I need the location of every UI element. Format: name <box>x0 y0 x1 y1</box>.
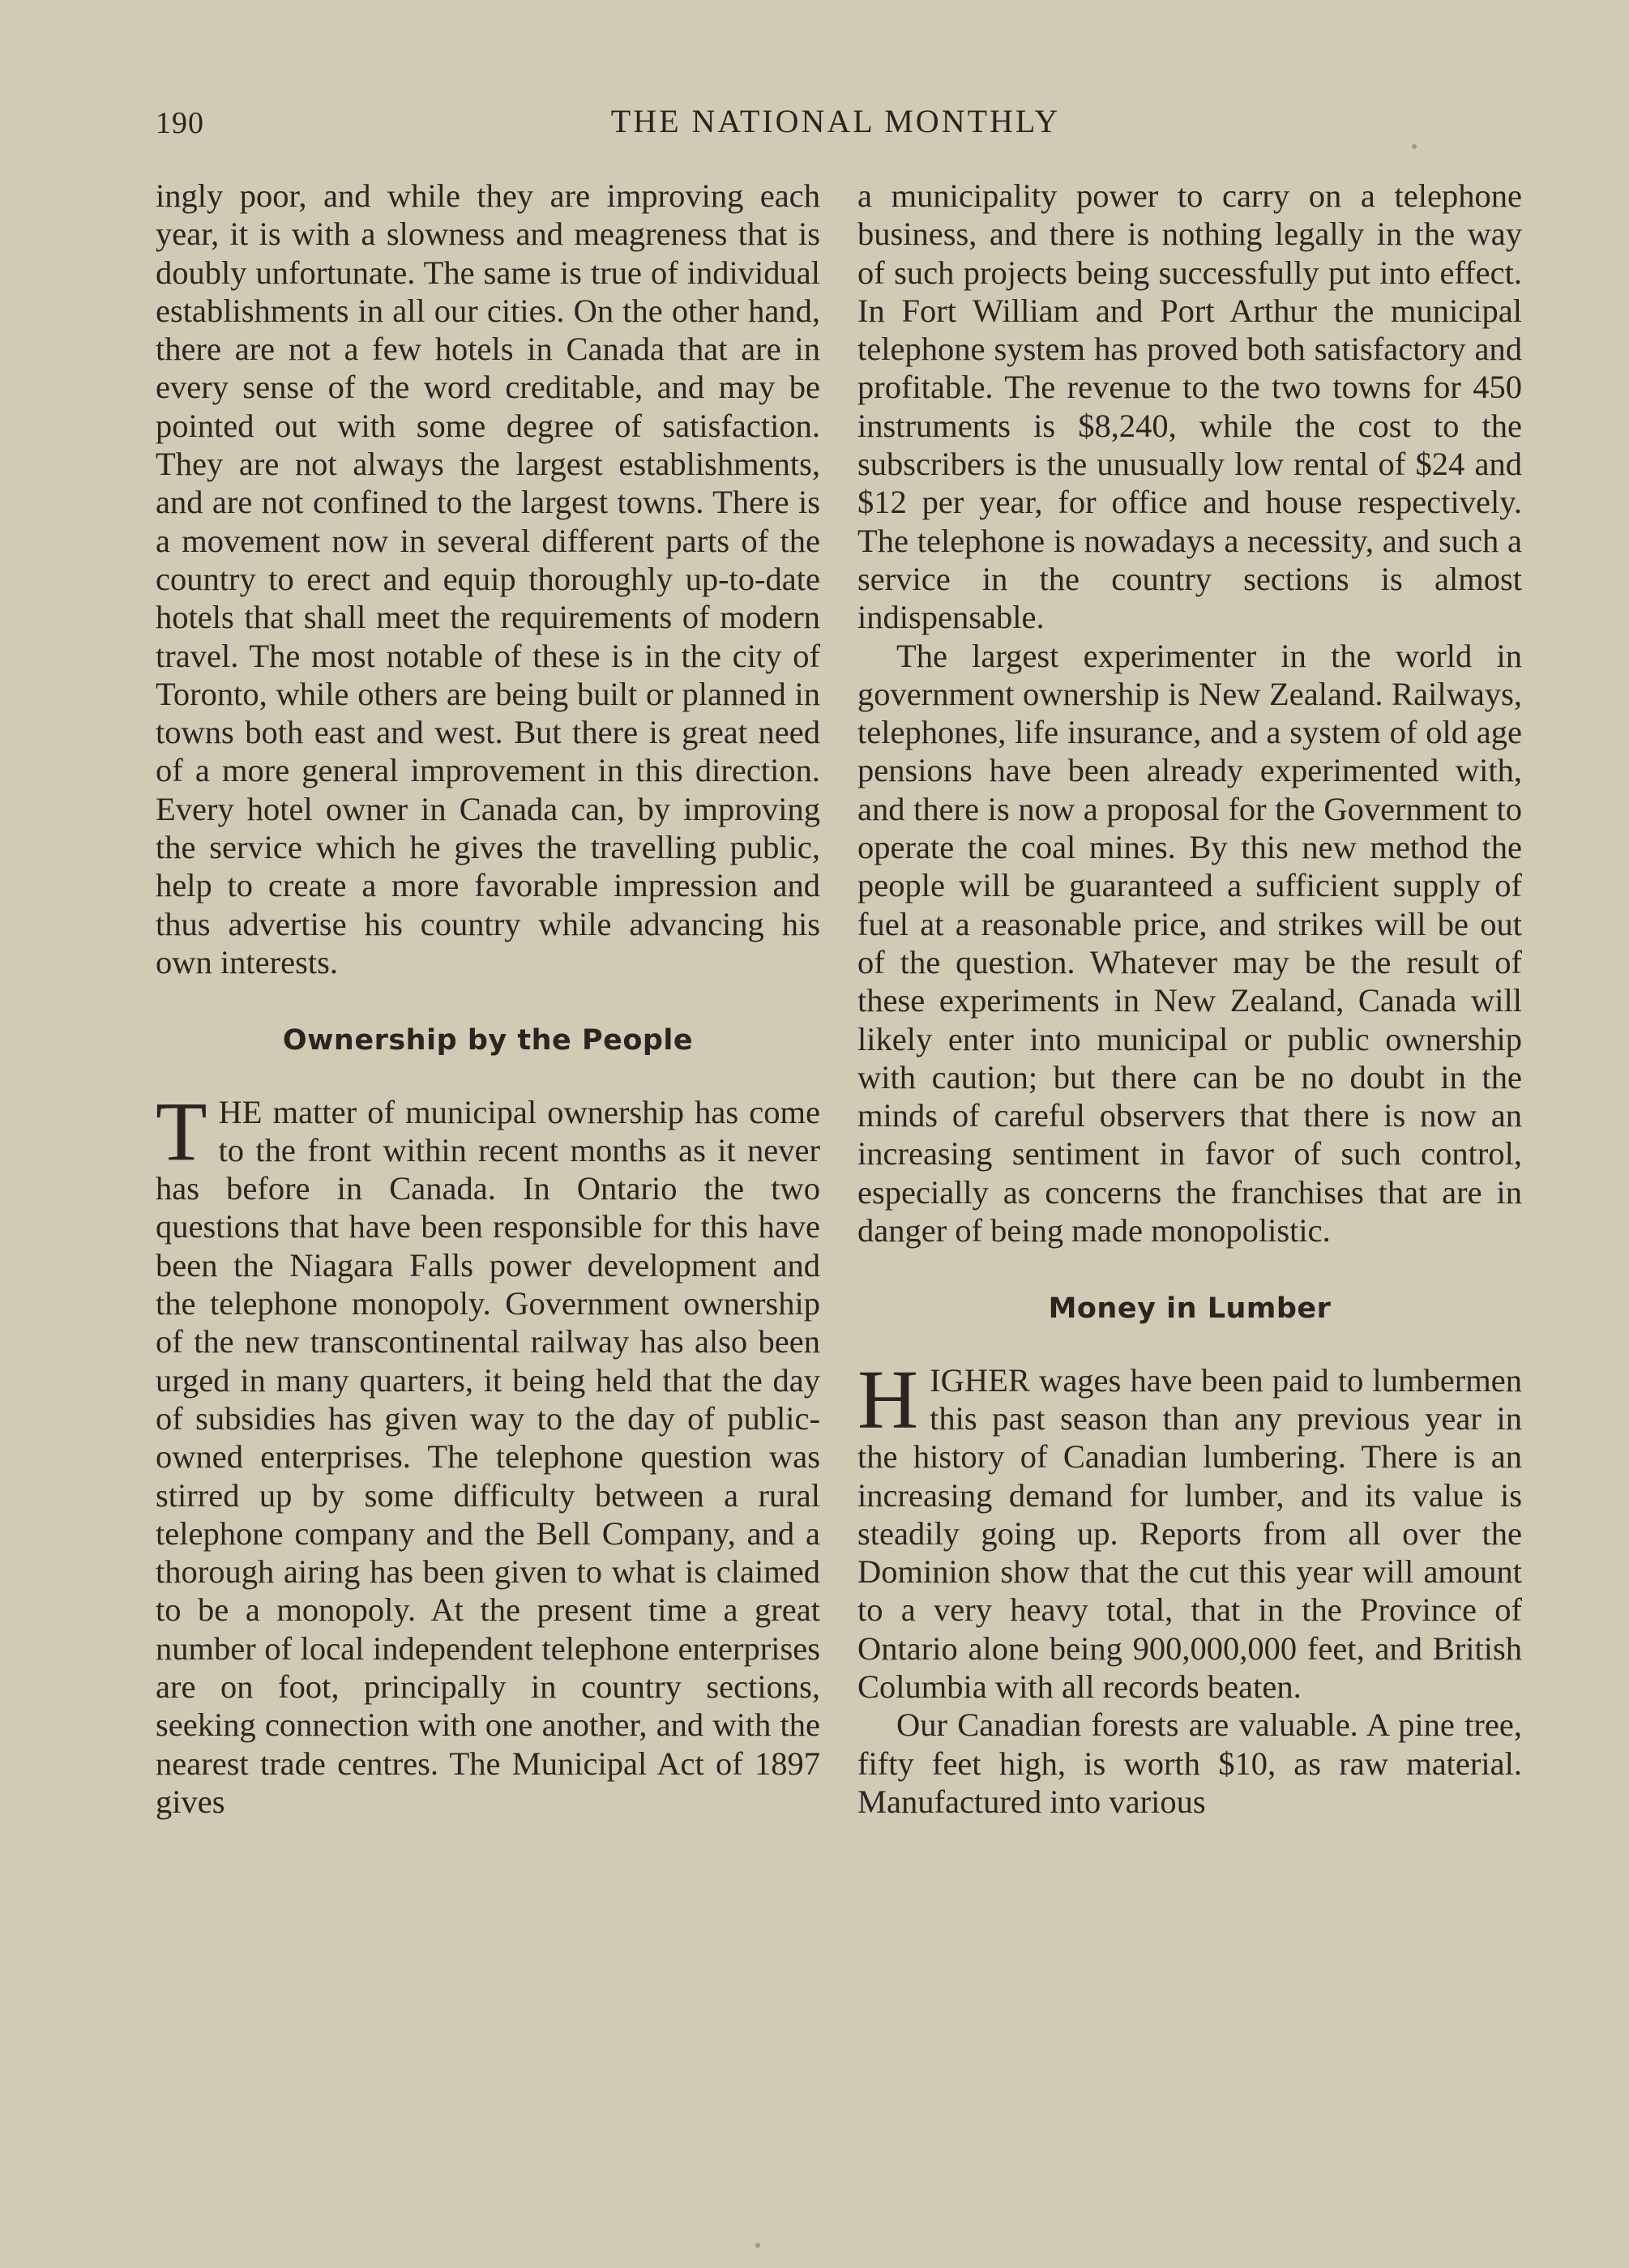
running-title: THE NATIONAL MONTHLY <box>610 103 1061 139</box>
page-number: 190 <box>156 106 204 140</box>
paragraph-forests: Our Canadian forests are valuable. A pine tree, fifty feet high, is worth $10, as raw material. Manufactured into various <box>857 1706 1522 1820</box>
paragraph-municipal-ownership-text: HE matter of municipal ownership has come to the front within recent months as it never has before in Canada. In Ontario the two questions that have been responsible for this have been the Niagara Falls power development and the telephone monopoly. Government ownership of the new transcontinental railway has also been urged in many quarters, it being held that the day of subsidies has given way to the day of public-owned enterprises. The telephone question was stirred up by some difficulty between a rural telephone company and the Bell Company, and a thorough airing has been given to what is claimed to be a monopoly. At the present time a great number of local independent telephone enterprises are on foot, principally in country sections, seeking connection with one another, and with the nearest trade centres. The Municipal Act of 1897 gives <box>156 1093 820 1820</box>
paper-speck <box>755 2243 760 2248</box>
drop-cap-h: H <box>857 1352 919 1446</box>
paragraph-new-zealand: The largest experimenter in the world in government ownership is New Zealand. Railways, telephones, life insurance, and a system of old age pensions have been already experimented with, and there is now a proposal for the Government to operate the coal mines. By this new method the people will be guaranteed a sufficient supply of fuel at a reasonable price, and strikes will be out of the question. Whatever may be the result of these experiments in New Zealand, Canada will likely enter into municipal or public ownership with caution; but there can be no doubt in the minds of careful observers that there is now an increasing sentiment in favor of such control, especially as concerns the franchises that are in danger of being made monopolistic. <box>857 637 1522 1249</box>
drop-cap-t: T <box>156 1084 207 1178</box>
paragraph-lumber-wages <box>857 1352 1522 1706</box>
paper-speck <box>1412 144 1417 149</box>
paragraph-municipal-ownership <box>156 1084 820 1822</box>
paragraph-telephone: a municipality power to carry on a telephone business, and there is nothing legally in the way of such projects being successfully put into effect. In Fort William and Port Arthur the municipal telephone system has proved both satisfactory and profitable. The revenue to the two towns for 450 instruments is $8,240, while the cost to the subscribers is the unusually low rental of $24 and $12 per year, for office and house respectively. The telephone is nowadays a necessity, and such a service in the country sections is almost indispensable. <box>857 177 1522 636</box>
section-heading-lumber: Money in Lumber <box>1048 1292 1332 1326</box>
paragraph-lumber-wages-text: IGHER wages have been paid to lumbermen this past season than any previous year in the history of Canadian lumbering. There is an increasing demand for lumber, and its value is steadily going up. Reports from all over the Dominion show that the cut this year will amount to a very heavy total, that in the Province of Ontario alone being 900,000,000 feet, and British Columbia with all records beaten. <box>857 1361 1522 1705</box>
paragraph-hotels: ingly poor, and while they are improving each year, it is with a slowness and meagreness that is doubly unfortunate. The same is true of individual establishments in all our cities. On the other hand, there are not a few hotels in Canada that are in every sense of the word creditable, and may be pointed out with some degree of satisfaction. They are not always the largest establishments, and are not confined to the largest towns. There is a movement now in several different parts of the country to erect and equip thoroughly up-to-date hotels that shall meet the requirements of modern travel. The most notable of these is in the city of Toronto, while others are being built or planned in towns both east and west. But there is great need of a more general improvement in this direction. Every hotel owner in Canada can, by improving the service which he gives the travelling public, help to create a more favorable impression and thus advertise his country while advancing his own interests. <box>156 177 820 980</box>
page-header <box>156 97 1516 146</box>
section-heading-ownership: Ownership by the People <box>282 1024 694 1057</box>
left-column <box>156 177 820 1821</box>
right-column <box>857 177 1522 1821</box>
